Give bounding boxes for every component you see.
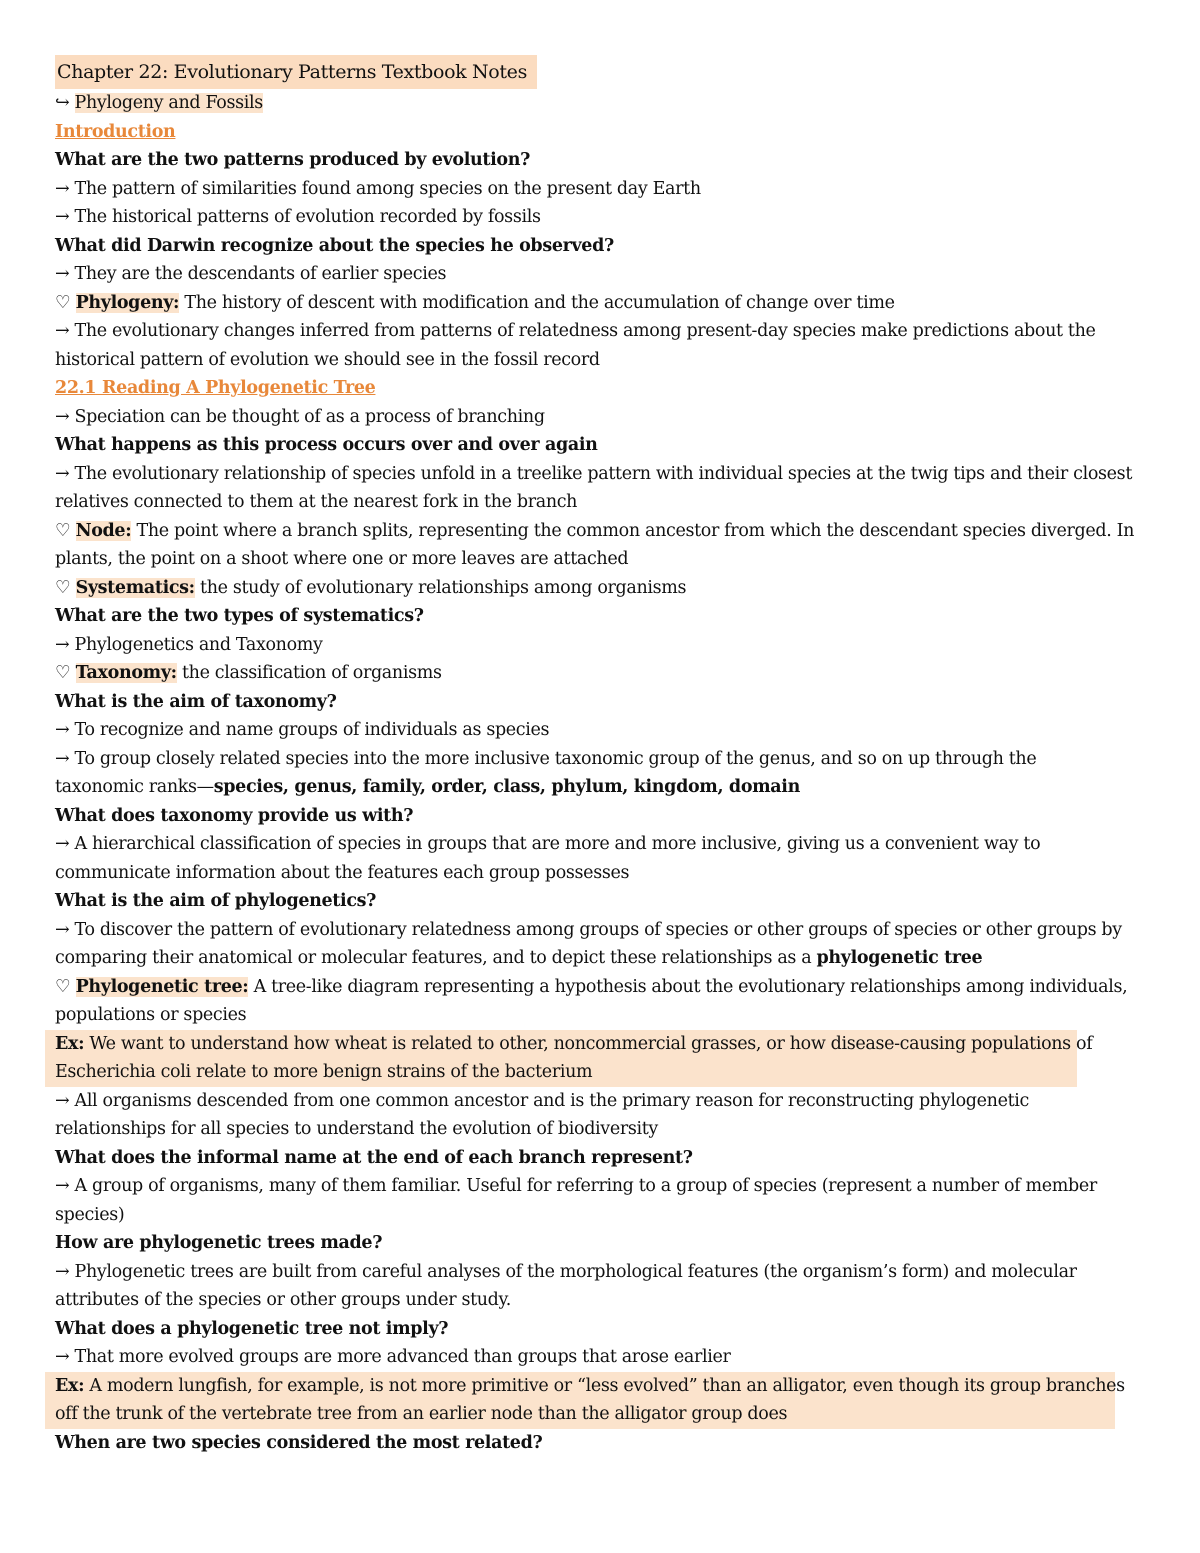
answer-text: communicate information about the features each group possesses	[55, 862, 630, 883]
answer-line	[55, 1286, 1155, 1315]
question-text: What are the two patterns produced by evolution?	[55, 150, 531, 170]
subtitle: Phylogeny and Fossils	[74, 93, 263, 113]
answer-text: taxonomic ranks—	[55, 777, 214, 797]
question-text: What are the two types of systematics?	[55, 606, 424, 626]
subtitle-line	[55, 89, 1155, 118]
question-line	[55, 232, 1155, 261]
answer-line	[55, 346, 1155, 375]
example-line	[55, 1372, 1125, 1401]
example-highlight-block	[45, 1030, 1093, 1087]
definition-text: A tree-like diagram representing a hypothesis about the evolutionary relationships among individuals,	[248, 976, 1128, 997]
question-line	[55, 1229, 1155, 1258]
answer-text: → The evolutionary relationship of species unfold in a treelike pattern with individual species at the twig tips and their closest	[55, 463, 1132, 484]
emphasis-text: phylogenetic tree	[816, 948, 983, 968]
definition-term: Node:	[75, 520, 132, 541]
answer-line	[55, 1115, 1155, 1144]
answer-text: → A hierarchical classification of species in groups that are more and more inclusive, giving us a convenient way to	[55, 834, 1041, 854]
emphasis-text: species, genus, family, order, class, phylum, kingdom, domain	[213, 777, 800, 797]
answer-text: comparing their anatomical or molecular features, and to depict these relationships as a	[55, 948, 817, 968]
answer-line	[55, 317, 1155, 346]
answer-text: → To recognize and name groups of individuals as species	[55, 720, 550, 740]
definition-line	[55, 973, 1155, 1002]
definition-term: Taxonomy:	[75, 663, 177, 683]
definition-line	[55, 659, 1155, 688]
definition-text: the classification of organisms	[176, 663, 442, 683]
question-line	[55, 688, 1155, 717]
question-text: What is the aim of taxonomy?	[55, 691, 337, 712]
answer-text: → The historical patterns of evolution recorded by fossils	[55, 207, 541, 227]
answer-text: → All organisms descended from one common ancestor and is the primary reason for reconstructing phylogenetic	[55, 1090, 1029, 1111]
example-line	[55, 1058, 1077, 1087]
answer-line	[55, 773, 1155, 802]
answer-line	[55, 1343, 1155, 1372]
answer-line	[55, 488, 1155, 517]
definition-line	[55, 574, 1155, 603]
answer-text: → To discover the pattern of evolutionary relatedness among groups of species or other groups of species or other groups by	[55, 919, 1122, 940]
section-heading	[55, 374, 1155, 403]
answer-line	[55, 830, 1155, 859]
answer-text: → The evolutionary changes inferred from patterns of relatedness among present-day species make predictions about the	[55, 321, 1096, 341]
definition-text: The point where a branch splits, representing the common ancestor from which the descendant species diverged. In	[131, 520, 1135, 541]
example-line	[55, 1400, 1115, 1429]
example-label: Ex:	[55, 1033, 85, 1054]
answer-text: species)	[55, 1204, 125, 1225]
page-title: Chapter 22: Evolutionary Patterns Textbook Notes	[55, 55, 537, 89]
question-line	[55, 431, 1155, 460]
answer-line	[55, 403, 1155, 432]
heart-icon: ♡	[55, 520, 76, 541]
question-text: What does taxonomy provide us with?	[55, 805, 414, 826]
question-text: What does a phylogenetic tree not imply?	[55, 1318, 449, 1339]
answer-line	[55, 1258, 1155, 1287]
heart-icon: ♡	[55, 663, 76, 683]
question-text: How are phylogenetic trees made?	[55, 1233, 383, 1253]
title-line	[55, 55, 1155, 89]
answer-line	[55, 1001, 1155, 1030]
answer-text: → Phylogenetics and Taxonomy	[55, 634, 323, 655]
answer-text: relationships for all species to understand the evolution of biodiversity	[55, 1119, 658, 1139]
definition-text: the study of evolutionary relationships among organisms	[194, 577, 687, 598]
definition-line	[55, 517, 1155, 546]
answer-line	[55, 1087, 1155, 1116]
notes-body	[55, 118, 1155, 1458]
definition-text: The history of descent with modification and the accumulation of change over time	[179, 292, 895, 313]
question-text: What happens as this process occurs over and over again	[55, 435, 598, 455]
answer-text: populations or species	[55, 1005, 247, 1025]
question-text: What is the aim of phylogenetics?	[55, 891, 377, 911]
answer-text: relatives connected to them at the nearest fork in the branch	[55, 492, 578, 512]
question-line	[55, 1315, 1155, 1344]
example-text: off the trunk of the vertebrate tree from an earlier node than the alligator group does	[55, 1404, 788, 1424]
answer-line	[55, 203, 1155, 232]
section-heading	[55, 118, 1155, 147]
question-line	[55, 887, 1155, 916]
answer-line	[55, 631, 1155, 660]
answer-line	[55, 716, 1155, 745]
question-line	[55, 1144, 1155, 1173]
answer-text: plants, the point on a shoot where one or more leaves are attached	[55, 549, 629, 569]
answer-text: → Phylogenetic trees are built from careful analyses of the morphological features (the organism’s form) and molecular	[55, 1261, 1077, 1282]
answer-text: → To group closely related species into the more inclusive taxonomic group of the genus, and so on up through the	[55, 748, 1037, 769]
example-line	[55, 1030, 1093, 1059]
question-line	[55, 802, 1155, 831]
question-text: What did Darwin recognize about the species he observed?	[55, 235, 614, 256]
definition-line	[55, 289, 1155, 318]
answer-line	[55, 175, 1155, 204]
answer-line	[55, 745, 1155, 774]
answer-line	[55, 944, 1155, 973]
heart-icon: ♡	[55, 976, 76, 997]
section-heading-text: 22.1 Reading A Phylogenetic Tree	[55, 378, 376, 398]
example-highlight-block	[45, 1372, 1125, 1429]
definition-term: Systematics:	[75, 577, 195, 598]
answer-line	[55, 859, 1155, 888]
question-line	[55, 146, 1155, 175]
answer-text: → A group of organisms, many of them familiar. Useful for referring to a group of species (represent a number of member	[55, 1176, 1097, 1196]
answer-line	[55, 1172, 1155, 1201]
question-line	[55, 602, 1155, 631]
definition-term: Phylogeny:	[75, 292, 180, 313]
answer-line	[55, 260, 1155, 289]
answer-text: → They are the descendants of earlier species	[55, 264, 447, 284]
example-label: Ex:	[55, 1375, 85, 1396]
notes-page	[55, 55, 1155, 1457]
section-heading-text: Introduction	[55, 121, 176, 142]
example-text: A modern lungfish, for example, is not more primitive or “less evolved” than an alligator, even though its group branches	[84, 1375, 1125, 1396]
answer-text: historical pattern of evolution we should see in the fossil record	[55, 349, 600, 370]
return-arrow-icon: ↪	[55, 93, 70, 113]
answer-line	[55, 1201, 1155, 1230]
heart-icon: ♡	[55, 577, 76, 598]
answer-line	[55, 460, 1155, 489]
heart-icon: ♡	[55, 292, 76, 313]
answer-line	[55, 545, 1155, 574]
definition-term: Phylogenetic tree:	[75, 976, 249, 997]
answer-text: → Speciation can be thought of as a process of branching	[55, 406, 545, 427]
question-text: What does the informal name at the end of each branch represent?	[55, 1147, 693, 1168]
question-line	[55, 1429, 1155, 1458]
answer-text: → The pattern of similarities found among species on the present day Earth	[55, 178, 701, 199]
example-text: Escherichia coli relate to more benign strains of the bacterium	[55, 1062, 593, 1082]
answer-text: attributes of the species or other groups under study.	[55, 1290, 511, 1310]
example-text: We want to understand how wheat is related to other, noncommercial grasses, or how disease-causing populations of	[84, 1033, 1093, 1054]
answer-line	[55, 916, 1155, 945]
answer-text: → That more evolved groups are more advanced than groups that arose earlier	[55, 1347, 731, 1367]
question-text: When are two species considered the most related?	[55, 1432, 543, 1453]
